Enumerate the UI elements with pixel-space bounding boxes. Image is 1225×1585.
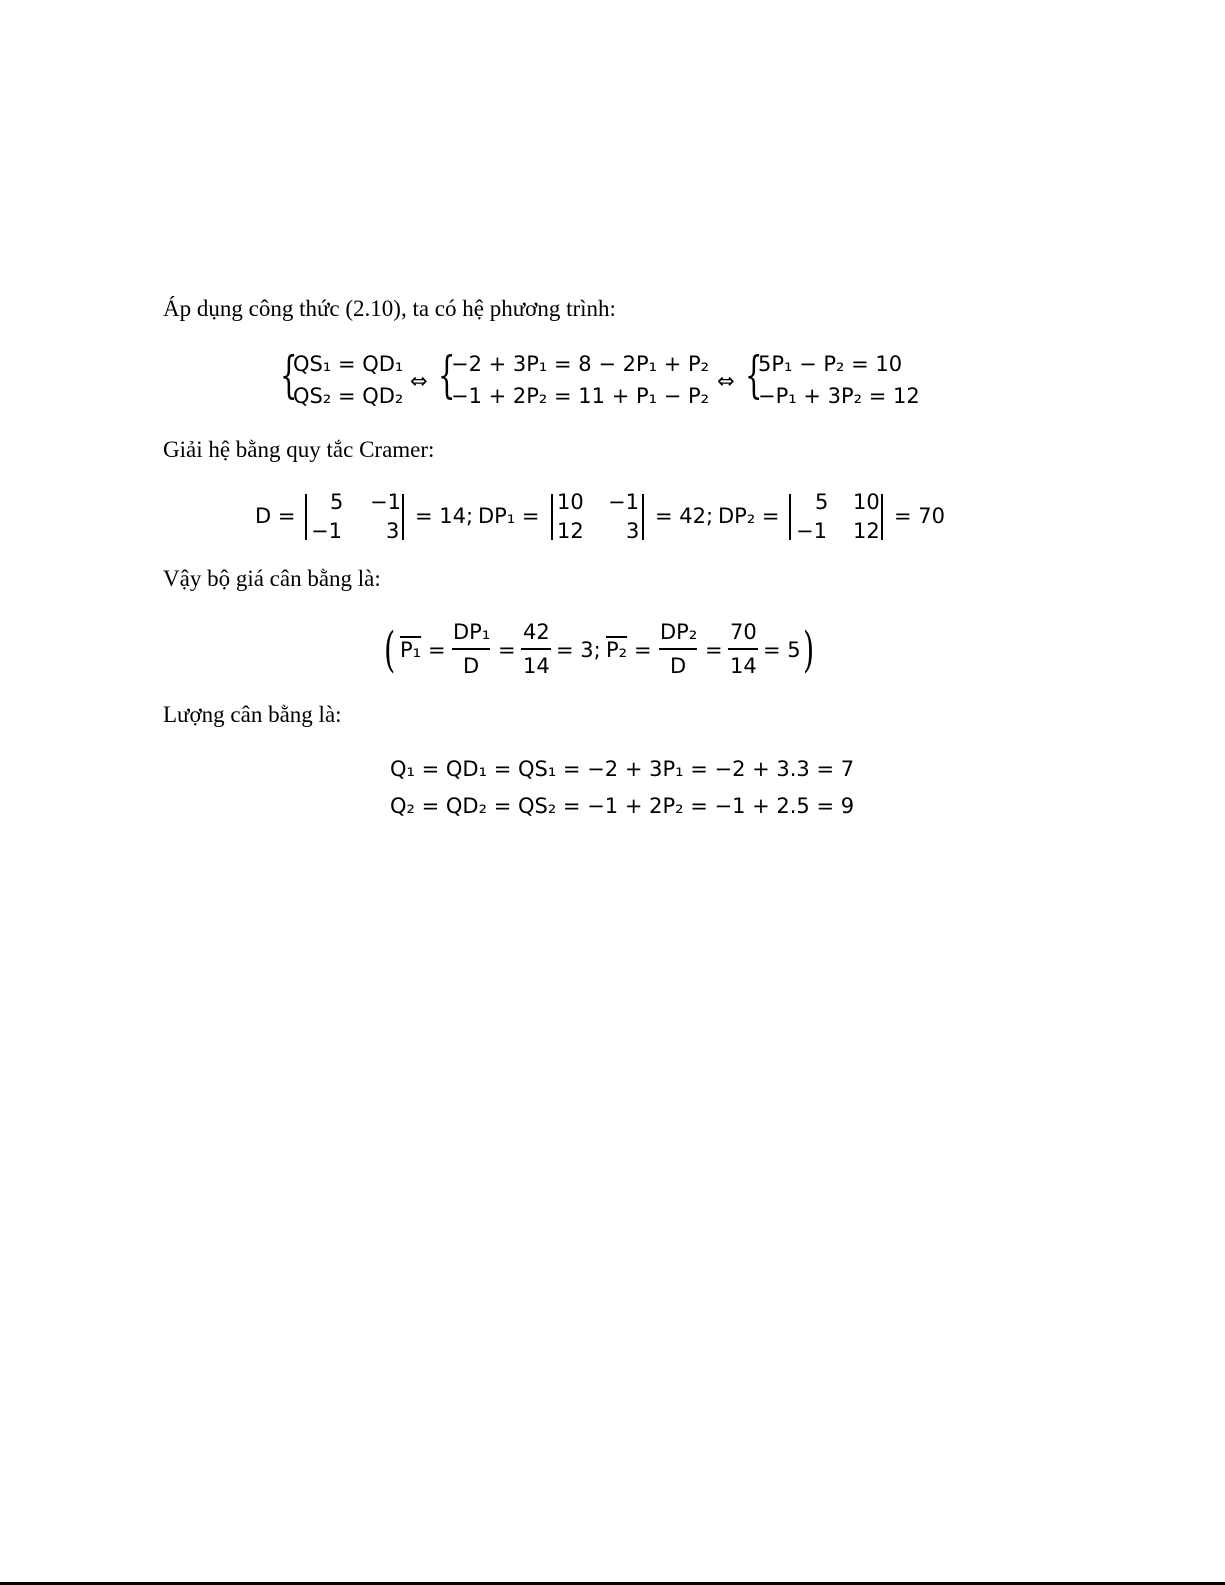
system-left-line-2: QS₂ = QD₂: [293, 384, 404, 408]
fraction-numerator: DP₁: [453, 620, 491, 644]
fraction-denominator: D: [670, 654, 687, 678]
equivalence-sign-2: ⇔: [717, 369, 735, 393]
matrix-cell: 10: [557, 490, 584, 514]
matrix-cell: 5: [815, 490, 829, 514]
system-mid-line-2: −1 + 2P₂ = 11 + P₁ − P₂: [451, 384, 710, 408]
determinant-dp2-label: DP₂ =: [718, 504, 780, 528]
left-brace-2: {: [438, 346, 456, 404]
matrix-cell: 5: [330, 490, 344, 514]
matrix-cell: 10: [853, 490, 880, 514]
quantity-line-1: Q₁ = QD₁ = QS₁ = −2 + 3P₁ = −2 + 3.3 = 7: [390, 757, 855, 781]
equals-sign: =: [634, 638, 652, 662]
price-p1-value: = 3;: [556, 638, 601, 662]
fraction-numerator: 70: [730, 620, 757, 644]
matrix-cell: −1: [796, 519, 827, 543]
equals-sign: =: [498, 638, 516, 662]
matrix-cell: 3: [626, 519, 640, 543]
open-paren: (: [384, 622, 396, 678]
determinant-bar-left: [551, 494, 553, 540]
equals-sign: =: [705, 638, 723, 662]
determinant-bar-right: [402, 494, 404, 540]
paragraph-prices: Vậy bộ giá cân bằng là:: [163, 566, 381, 591]
determinant-d-label: D =: [255, 504, 296, 528]
price-p2-value: = 5: [763, 638, 801, 662]
determinant-bar-right: [881, 494, 883, 540]
paragraph-quantities: Lượng cân bằng là:: [163, 702, 342, 727]
left-brace-3: {: [745, 346, 763, 404]
fraction-bar: [521, 648, 551, 650]
fraction-denominator: 14: [730, 654, 757, 678]
determinant-bar-right: [642, 494, 644, 540]
fraction-bar: [659, 648, 697, 650]
fraction-numerator: DP₂: [660, 620, 698, 644]
determinant-dp1-result: = 42;: [655, 504, 714, 528]
fraction-denominator: D: [463, 654, 480, 678]
paragraph-cramer: Giải hệ bằng quy tắc Cramer:: [163, 437, 435, 462]
price-p2-symbol: P₂: [606, 638, 628, 662]
system-left-line-1: QS₁ = QD₁: [293, 352, 404, 376]
matrix-cell: −1: [608, 490, 639, 514]
left-brace-1: {: [280, 346, 298, 404]
quantity-line-2: Q₂ = QD₂ = QS₂ = −1 + 2P₂ = −1 + 2.5 = 9: [390, 794, 855, 818]
determinant-dp1-label: DP₁ =: [478, 504, 540, 528]
matrix-cell: 3: [386, 519, 400, 543]
paragraph-intro: Áp dụng công thức (2.10), ta có hệ phương trình:: [163, 296, 616, 321]
determinant-dp2-result: = 70: [894, 504, 945, 528]
determinant-bar-left: [305, 494, 307, 540]
fraction-bar: [452, 648, 490, 650]
determinant-d-result: = 14;: [415, 504, 474, 528]
equivalence-sign-1: ⇔: [410, 369, 428, 393]
matrix-cell: −1: [370, 490, 401, 514]
equals-sign: =: [428, 638, 446, 662]
fraction-denominator: 14: [523, 654, 550, 678]
matrix-cell: 12: [557, 519, 584, 543]
system-mid-line-1: −2 + 3P₁ = 8 − 2P₁ + P₂: [451, 352, 710, 376]
determinant-bar-left: [789, 494, 791, 540]
fraction-bar: [728, 648, 758, 650]
matrix-cell: 12: [853, 519, 880, 543]
fraction-numerator: 42: [523, 620, 550, 644]
price-p1-symbol: P₁: [400, 638, 422, 662]
system-right-line-2: −P₁ + 3P₂ = 12: [758, 384, 920, 408]
matrix-cell: −1: [311, 519, 342, 543]
system-right-line-1: 5P₁ − P₂ = 10: [758, 352, 903, 376]
close-paren: ): [803, 622, 815, 678]
